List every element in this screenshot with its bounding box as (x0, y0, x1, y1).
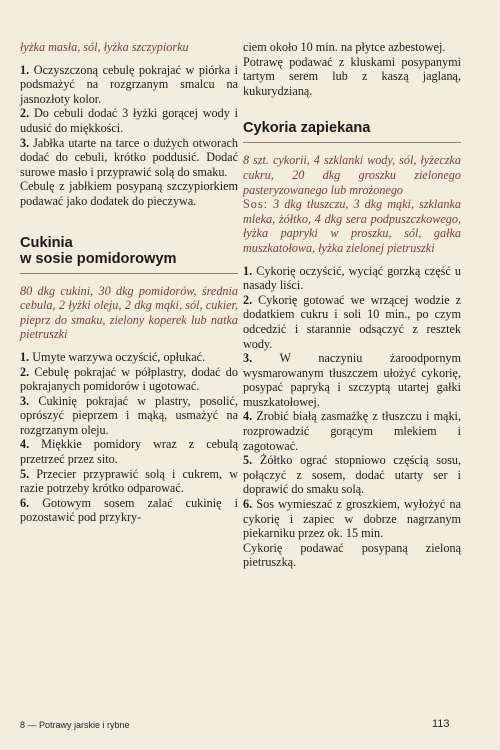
step: 3. Jabłka utarte na tarce o dużych otworach dodać do cebuli, krótko poddusić. Dodać surowe masło i przyprawić solą do smaku. (20, 135, 238, 179)
recipe-title: Cykoria zapiekana (243, 120, 371, 137)
recipe-title: Cukinia (20, 234, 73, 251)
step: 3. W naczyniu żaroodpornym wysmarowanym tłuszczem ułożyć cykorię, posypać papryką i szczyptą utartej gałki muszkatołowej. (243, 351, 461, 409)
recipe-steps (20, 350, 238, 525)
recipe-ingredients: 80 dkg cukini, 30 dkg pomidorów, średnia cebula, 2 łyżki oleju, 2 dkg mąki, sól, cukier, pieprz do smaku, zielony koperek lub natka pietruszki (20, 283, 238, 342)
step: 5. Żółtko ograć stopniowo częścią sosu, połączyć z sosem, dodać utarty ser i doprawić do smaku solą. (243, 453, 462, 497)
step: 4. Zrobić białą zasmażkę z tłuszczu i mąki, rozprowadzić gorącym mlekiem i zagotować. (243, 409, 461, 453)
recipe-ingredients: 8 szt. cykorii, 4 szklanki wody, sól, łyżeczka cukru, 20 dkg groszku zielonego pasteryzowanego lub mrożonego (243, 153, 461, 197)
previous-recipe-steps (20, 63, 238, 180)
step: 4. Miękkie pomidory wraz z cebulą przetrzeć przez sito. (20, 437, 239, 467)
previous-recipe-note: Cebulę z jabłkiem posypaną szczypiorkiem podawać jako dodatek do pieczywa. (20, 179, 238, 208)
step: 1. Umyte warzywa oczyścić, opłukać. (20, 349, 206, 364)
page-footer: 8 — Potrawy jarskie i rybne (20, 720, 130, 730)
recipe-title-block (20, 235, 238, 274)
step: 6. Sos wymieszać z groszkiem, wyłożyć na cykorię i zapiec w dobrze nagrzanym piekarniku przez ok. 15 min. (243, 497, 461, 541)
step: 3. Cukinię pokrajać w plastry, posolić, oprószyć pieprzem i mąką, usmażyć na rozgrzanym oleju. (20, 393, 238, 437)
closing-note: Cykorię podawać posypaną zieloną pietruszką. (243, 540, 461, 570)
left-column (20, 40, 238, 525)
step: 2. Cykorię gotować we wrzącej wodzie z dodatkiem cukru i soli 10 min., po czym odcedzić i starannie odsączyć z resztek wody. (243, 292, 462, 351)
right-column (243, 40, 461, 570)
step: 5. Przecier przyprawić solą i cukrem, w razie potrzeby krótko odparować. (20, 466, 238, 496)
recipe-subtitle: w sosie pomidorowym (20, 250, 177, 267)
step: 1. Cykorię oczyścić, wyciąć gorzką część u nasady liści. (243, 263, 461, 293)
previous-recipe-ingredients: łyżka masła, sól, łyżka szczypiorku (20, 40, 189, 54)
recipe-steps (243, 264, 461, 541)
step: 6. Gotowym sosem zalać cukinię i pozostawić pod przykry- (20, 495, 238, 525)
step: 1. Oczyszczoną cebulę pokrajać w piórka i podsmażyć na rozgrzanym smalcu na jasnozłoty kolor. (20, 62, 238, 106)
sauce-label: Sos: (243, 197, 269, 212)
step: 2. Cebulę pokrajać w półplastry, dodać do pokrajanych pomidorów i ugotować. (20, 364, 238, 394)
serving-note: Potrawę podawać z kluskami posypanymi tartym serem lub z kaszą jaglaną, kukurydzianą. (243, 54, 461, 98)
continued-text: ciem około 10 min. na płytce azbestowej. (243, 40, 446, 54)
page-number: 113 (432, 718, 450, 730)
sauce-ingredients: Sos: 3 dkg tłuszczu, 3 dkg mąki, szklanka mleka, żółtko, 4 dkg sera podpuszczkowego, łyżka papryki w proszku, sól, gałka muszkatołowa, łyżka zielonej pietruszki (243, 197, 461, 255)
recipe-title-block (243, 120, 461, 143)
step: 2. Do cebuli dodać 3 łyżki gorącej wody i udusić do miękkości. (20, 106, 238, 135)
